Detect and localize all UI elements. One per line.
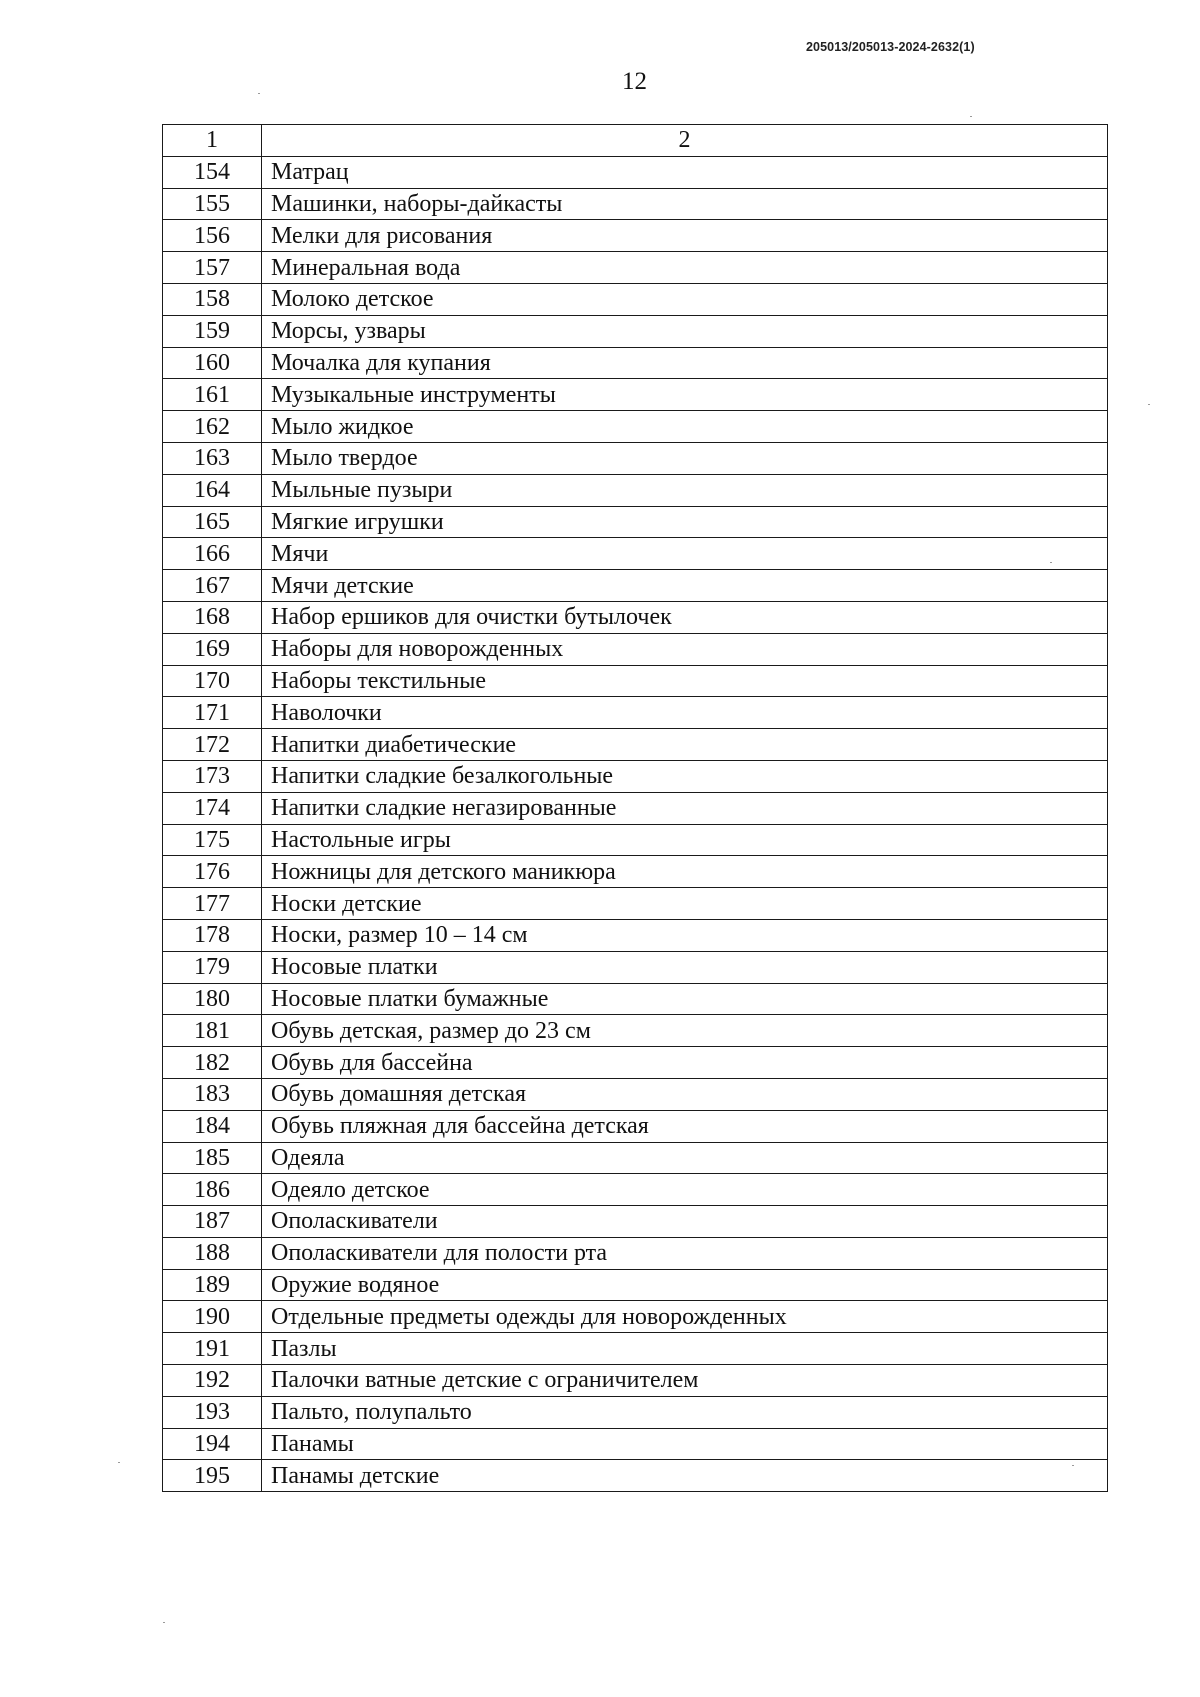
row-item-name: Носки детские bbox=[262, 888, 1108, 920]
table-row bbox=[163, 442, 1108, 474]
row-item-name: Мыло жидкое bbox=[262, 411, 1108, 443]
table-row bbox=[163, 1396, 1108, 1428]
row-item-name: Наборы текстильные bbox=[262, 665, 1108, 697]
row-item-name: Палочки ватные детские с ограничителем bbox=[262, 1365, 1108, 1397]
row-number: 157 bbox=[163, 252, 262, 284]
row-number: 170 bbox=[163, 665, 262, 697]
table-row bbox=[163, 1301, 1108, 1333]
table-row bbox=[163, 729, 1108, 761]
table-row bbox=[163, 1269, 1108, 1301]
table-row bbox=[163, 983, 1108, 1015]
table-row bbox=[163, 1110, 1108, 1142]
table-row bbox=[163, 347, 1108, 379]
document-id: 205013/205013-2024-2632(1) bbox=[806, 40, 975, 54]
row-item-name: Мячи детские bbox=[262, 570, 1108, 602]
header-cell-name: 2 bbox=[262, 125, 1108, 157]
row-number: 187 bbox=[163, 1206, 262, 1238]
table-row bbox=[163, 1428, 1108, 1460]
row-number: 186 bbox=[163, 1174, 262, 1206]
table-row bbox=[163, 919, 1108, 951]
table-row bbox=[163, 1015, 1108, 1047]
table-row bbox=[163, 856, 1108, 888]
row-number: 192 bbox=[163, 1365, 262, 1397]
row-item-name: Носовые платки бумажные bbox=[262, 983, 1108, 1015]
row-item-name: Молоко детское bbox=[262, 283, 1108, 315]
table-row bbox=[163, 315, 1108, 347]
table-row bbox=[163, 506, 1108, 538]
scan-speck bbox=[1148, 404, 1150, 405]
row-item-name: Музыкальные инструменты bbox=[262, 379, 1108, 411]
row-item-name: Мыльные пузыри bbox=[262, 474, 1108, 506]
table-row bbox=[163, 379, 1108, 411]
table-row bbox=[163, 283, 1108, 315]
row-number: 161 bbox=[163, 379, 262, 411]
row-item-name: Ножницы для детского маникюра bbox=[262, 856, 1108, 888]
row-item-name: Мячи bbox=[262, 538, 1108, 570]
row-item-name: Машинки, наборы-дайкасты bbox=[262, 188, 1108, 220]
row-item-name: Минеральная вода bbox=[262, 252, 1108, 284]
row-item-name: Матрац bbox=[262, 156, 1108, 188]
row-number: 181 bbox=[163, 1015, 262, 1047]
row-number: 155 bbox=[163, 188, 262, 220]
row-number: 166 bbox=[163, 538, 262, 570]
table-row bbox=[163, 1078, 1108, 1110]
row-number: 193 bbox=[163, 1396, 262, 1428]
table-row bbox=[163, 1460, 1108, 1492]
row-number: 162 bbox=[163, 411, 262, 443]
row-number: 164 bbox=[163, 474, 262, 506]
table-body bbox=[163, 125, 1108, 1492]
scan-speck bbox=[970, 116, 972, 117]
row-number: 183 bbox=[163, 1078, 262, 1110]
row-item-name: Мыло твердое bbox=[262, 442, 1108, 474]
row-item-name: Панамы bbox=[262, 1428, 1108, 1460]
row-number: 160 bbox=[163, 347, 262, 379]
goods-table bbox=[162, 124, 1108, 1492]
row-number: 171 bbox=[163, 697, 262, 729]
row-number: 154 bbox=[163, 156, 262, 188]
table-row bbox=[163, 538, 1108, 570]
table-row bbox=[163, 601, 1108, 633]
row-number: 176 bbox=[163, 856, 262, 888]
row-item-name: Настольные игры bbox=[262, 824, 1108, 856]
table-row bbox=[163, 570, 1108, 602]
row-number: 185 bbox=[163, 1142, 262, 1174]
table-row bbox=[163, 760, 1108, 792]
row-number: 175 bbox=[163, 824, 262, 856]
row-item-name: Напитки сладкие негазированные bbox=[262, 792, 1108, 824]
table-row bbox=[163, 951, 1108, 983]
row-number: 188 bbox=[163, 1237, 262, 1269]
row-number: 180 bbox=[163, 983, 262, 1015]
row-item-name: Оружие водяное bbox=[262, 1269, 1108, 1301]
scan-speck bbox=[1072, 1465, 1074, 1466]
row-number: 169 bbox=[163, 633, 262, 665]
row-number: 159 bbox=[163, 315, 262, 347]
row-number: 182 bbox=[163, 1047, 262, 1079]
row-number: 191 bbox=[163, 1333, 262, 1365]
table-row bbox=[163, 697, 1108, 729]
table-row bbox=[163, 1142, 1108, 1174]
row-number: 163 bbox=[163, 442, 262, 474]
row-number: 195 bbox=[163, 1460, 262, 1492]
table-row bbox=[163, 824, 1108, 856]
row-number: 168 bbox=[163, 601, 262, 633]
header-cell-number: 1 bbox=[163, 125, 262, 157]
row-item-name: Обувь детская, размер до 23 см bbox=[262, 1015, 1108, 1047]
row-number: 165 bbox=[163, 506, 262, 538]
row-item-name: Напитки диабетические bbox=[262, 729, 1108, 761]
row-item-name: Напитки сладкие безалкогольные bbox=[262, 760, 1108, 792]
row-item-name: Отдельные предметы одежды для новорожденных bbox=[262, 1301, 1108, 1333]
row-number: 173 bbox=[163, 760, 262, 792]
table-row bbox=[163, 1365, 1108, 1397]
table-row bbox=[163, 156, 1108, 188]
row-number: 158 bbox=[163, 283, 262, 315]
row-item-name: Набор ершиков для очистки бутылочек bbox=[262, 601, 1108, 633]
row-number: 194 bbox=[163, 1428, 262, 1460]
table-row bbox=[163, 888, 1108, 920]
row-number: 177 bbox=[163, 888, 262, 920]
row-item-name: Обувь для бассейна bbox=[262, 1047, 1108, 1079]
table-row bbox=[163, 411, 1108, 443]
row-number: 156 bbox=[163, 220, 262, 252]
table-row bbox=[163, 633, 1108, 665]
row-item-name: Ополаскиватели для полости рта bbox=[262, 1237, 1108, 1269]
row-number: 189 bbox=[163, 1269, 262, 1301]
table-row bbox=[163, 792, 1108, 824]
table-row bbox=[163, 1333, 1108, 1365]
row-item-name: Пазлы bbox=[262, 1333, 1108, 1365]
row-number: 190 bbox=[163, 1301, 262, 1333]
scan-speck bbox=[163, 1622, 165, 1623]
row-item-name: Панамы детские bbox=[262, 1460, 1108, 1492]
row-number: 174 bbox=[163, 792, 262, 824]
scan-speck bbox=[118, 1462, 120, 1463]
table-header-row bbox=[163, 125, 1108, 157]
table-row bbox=[163, 220, 1108, 252]
row-number: 179 bbox=[163, 951, 262, 983]
row-item-name: Пальто, полупальто bbox=[262, 1396, 1108, 1428]
table-row bbox=[163, 1237, 1108, 1269]
row-item-name: Морсы, узвары bbox=[262, 315, 1108, 347]
row-item-name: Одеяло детское bbox=[262, 1174, 1108, 1206]
row-item-name: Мочалка для купания bbox=[262, 347, 1108, 379]
table-row bbox=[163, 474, 1108, 506]
table-row bbox=[163, 1174, 1108, 1206]
row-item-name: Носки, размер 10 – 14 см bbox=[262, 919, 1108, 951]
table-row bbox=[163, 665, 1108, 697]
row-item-name: Мелки для рисования bbox=[262, 220, 1108, 252]
row-item-name: Обувь пляжная для бассейна детская bbox=[262, 1110, 1108, 1142]
row-item-name: Наволочки bbox=[262, 697, 1108, 729]
table-row bbox=[163, 252, 1108, 284]
scan-speck bbox=[258, 93, 260, 94]
table-row bbox=[163, 188, 1108, 220]
row-number: 184 bbox=[163, 1110, 262, 1142]
row-number: 178 bbox=[163, 919, 262, 951]
table-row bbox=[163, 1206, 1108, 1238]
row-item-name: Обувь домашняя детская bbox=[262, 1078, 1108, 1110]
row-item-name: Носовые платки bbox=[262, 951, 1108, 983]
row-number: 167 bbox=[163, 570, 262, 602]
row-item-name: Одеяла bbox=[262, 1142, 1108, 1174]
page-number: 12 bbox=[622, 68, 647, 95]
row-number: 172 bbox=[163, 729, 262, 761]
row-item-name: Мягкие игрушки bbox=[262, 506, 1108, 538]
scan-speck bbox=[1050, 562, 1052, 563]
row-item-name: Ополаскиватели bbox=[262, 1206, 1108, 1238]
table-row bbox=[163, 1047, 1108, 1079]
row-item-name: Наборы для новорожденных bbox=[262, 633, 1108, 665]
